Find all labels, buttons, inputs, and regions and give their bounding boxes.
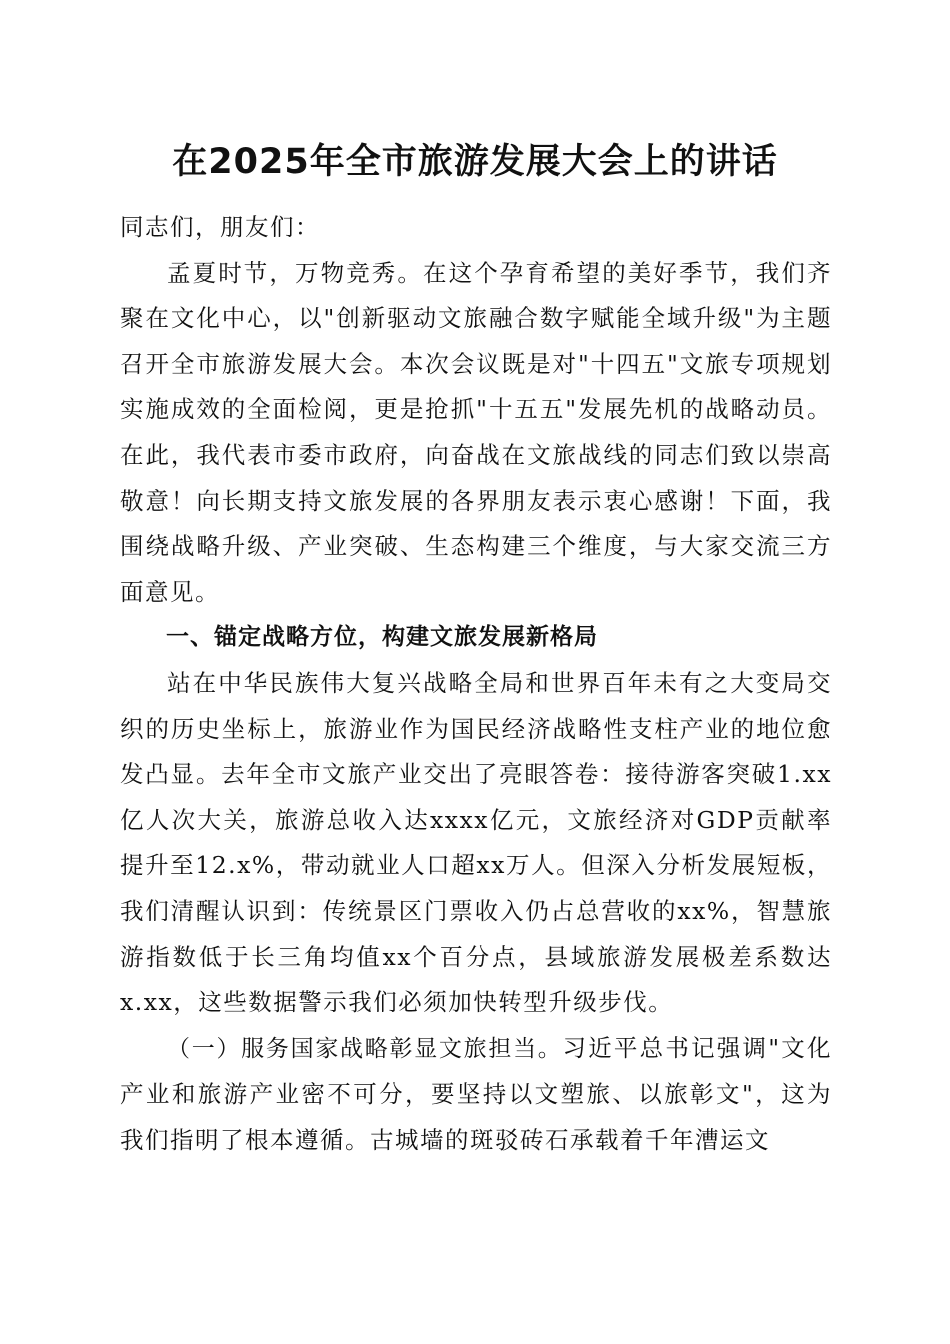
document-title: 在2025年全市旅游发展大会上的讲话: [172, 142, 778, 182]
subsection-1-paragraph: [120, 1026, 832, 1164]
subsection-1-heading: （一）服务国家战略彰显文旅担当。: [167, 1035, 563, 1062]
subsection-1-body: 习近平总书记强调"文化产业和旅游产业密不可分，要坚持以文塑旅、以旅彰文"，这为我们指明了根本遵循。古城墙的斑驳砖石承载着千年漕运文: [120, 1033, 832, 1154]
intro-paragraph: 孟夏时节，万物竞秀。在这个孕育希望的美好季节，我们齐聚在文化中心，以"创新驱动文旅融合数字赋能全域升级"为主题召开全市旅游发展大会。本次会议既是对"十四五"文旅专项规划实施成效的全面检阅，更是抢抓"十五五"发展先机的战略动员。在此，我代表市委市政府，向奋战在文旅战线的同志们致以崇高敬意！向长期支持文旅发展的各界朋友表示衷心感谢！下面，我围绕战略升级、产业突破、生态构建三个维度，与大家交流三方面意见。: [120, 258, 832, 606]
section-1-heading: 一、锚定战略方位，构建文旅发展新格局: [166, 624, 598, 651]
greeting: 同志们，朋友们：: [120, 213, 320, 241]
section-1-paragraph: 站在中华民族伟大复兴战略全局和世界百年未有之大变局交织的历史坐标上，旅游业作为国民经济战略性支柱产业的地位愈发凸显。去年全市文旅产业交出了亮眼答卷：接待游客突破1.xx亿人次大关，旅游总收入达xxxx亿元，文旅经济对GDP贡献率提升至12.x%，带动就业人口超xx万人。但深入分析发展短板，我们清醒认识到：传统景区门票收入仍占总营收的xx%，智慧旅游指数低于长三角均值xx个百分点，县域旅游发展极差系数达x.xx，这些数据警示我们必须加快转型升级步伐。: [120, 668, 832, 1017]
document-body: [120, 205, 832, 1163]
